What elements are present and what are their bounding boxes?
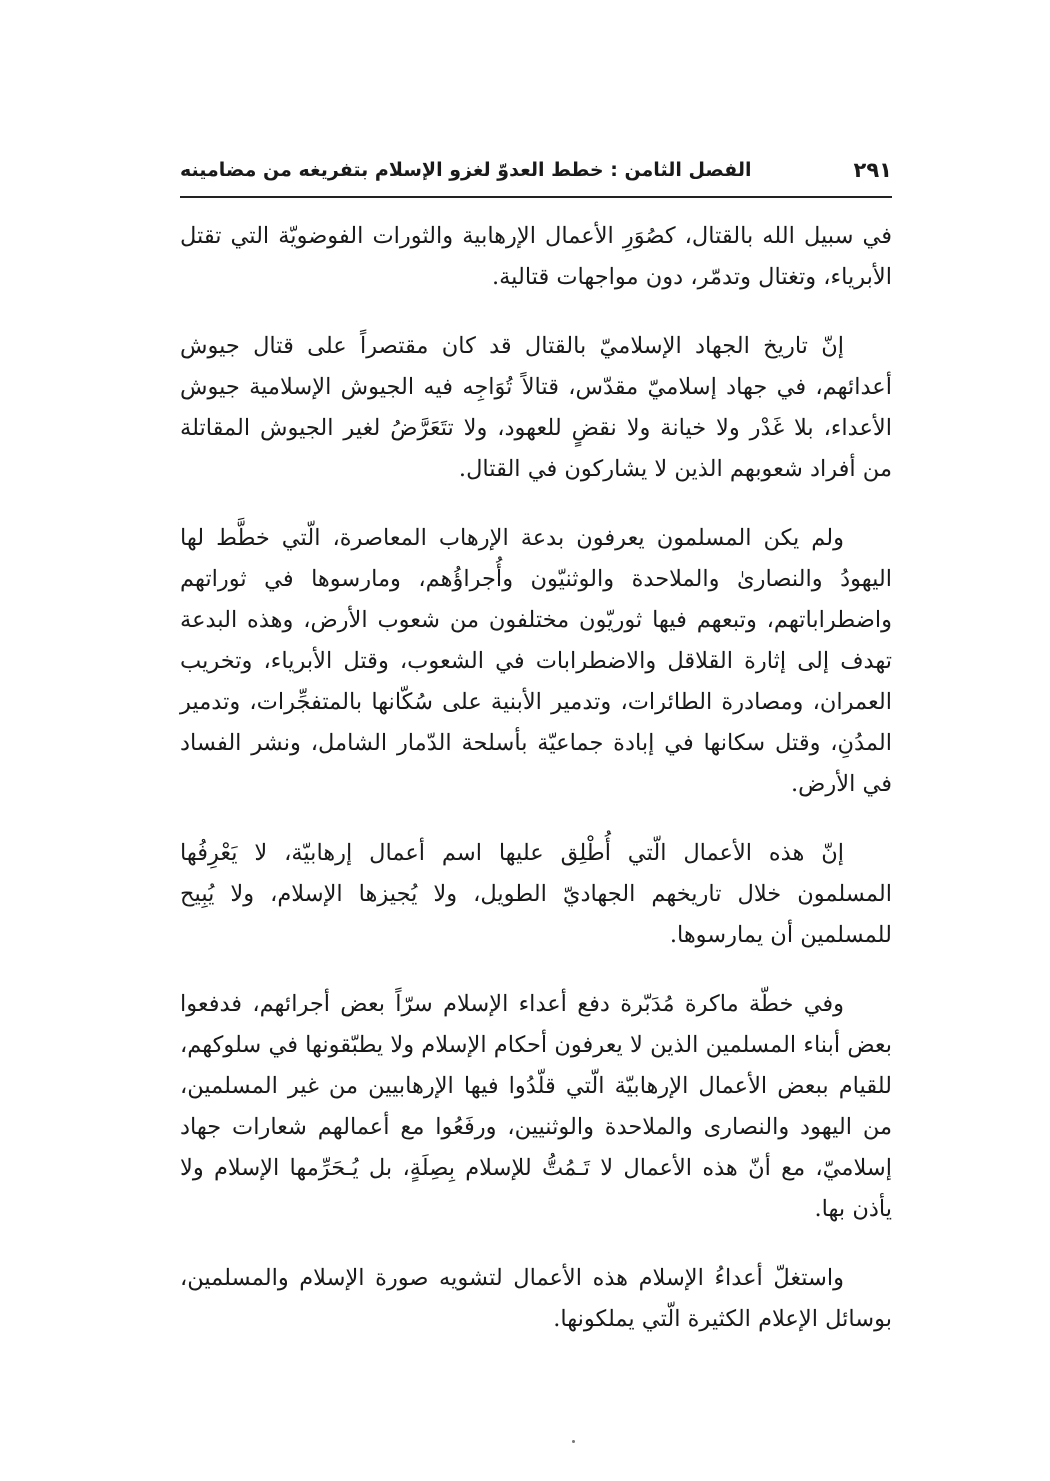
running-header — [180, 150, 892, 190]
paragraph-3: ولم يكن المسلمون يعرفون بدعة الإرهاب المعاصرة، الّتي خطَّط لها اليهودُ والنصارىٰ والملاحدة والوثنيّون وأُجراؤُهم، ومارسوها في ثوراتهم واضطراباتهم، وتبعهم فيها ثوريّون مختلفون من شعوب الأرض، وهذه البدعة تهدف إلى إثارة القلاقل والاضطرابات في الشعوب، وقتل الأبرياء، وتخريب العمران، ومصادرة الطائرات، وتدمير الأبنية على سُكّانها بالمتفجِّرات، وتدمير المدُنِ، وقتل سكانها في إبادة جماعيّة بأسلحة الدّمار الشامل، ونشر الفساد في الأرض. — [180, 525, 892, 797]
page-number: ٢٩١ — [853, 158, 892, 182]
paragraph-1: في سبيل الله بالقتال، كصُوَرِ الأعمال الإرهابية والثورات الفوضويّة التي تقتل الأبرياء، وتغتال وتدمّر، دون مواجهات قتالية. — [180, 223, 892, 290]
header-divider — [180, 196, 892, 198]
paragraph-5: وفي خطّة ماكرة مُدَبّرة دفع أعداء الإسلام سرّاً بعض أجرائهم، فدفعوا بعض أبناء المسلمين الذين لا يعرفون أحكام الإسلام ولا يطبّقونها في سلوكهم، للقيام ببعض الأعمال الإرهابيّة الّتي قلّدُوا فيها الإرهابيين من غير المسلمين، من اليهود والنصارى والملاحدة والوثنيين، ورفَعُوا مع أعمالهم شعارات جهاد إسلاميّ، مع أنّ هذه الأعمال لا تَـمُتُّ للإسلام بِصِلَةٍ، بل يُـحَرِّمها الإسلام ولا يأذن بها. — [180, 991, 892, 1222]
paragraph-4: إنّ هذه الأعمال الّتي أُطْلِق عليها اسم أعمال إرهابيّة، لا يَعْرِفُها المسلمون خلال تاريخهم الجهاديّ الطويل، ولا يُجيزها الإسلام، ولا يُبِيح للمسلمين أن يمارسوها. — [180, 840, 892, 948]
paragraph-2: إنّ تاريخ الجهاد الإسلاميّ بالقتال قد كان مقتصراً على قتال جيوش أعدائهم، في جهاد إسلاميّ مقدّس، قتالاً تُوَاجِه فيه الجيوش الإسلامية جيوش الأعداء، بلا غَدْر ولا خيانة ولا نقضٍ للعهود، ولا تتَعَرَّضُ لغير الجيوش المقاتلة من أفراد شعوبهم الذين لا يشاركون في القتال. — [180, 333, 892, 482]
chapter-title: الفصل الثامن : خطط العدوّ لغزو الإسلام بتفريغه من مضامينه — [180, 159, 752, 181]
body-text — [180, 216, 892, 1368]
paragraph-6: واستغلّ أعداءُ الإسلام هذه الأعمال لتشويه صورة الإسلام والمسلمين، بوسائل الإعلام الكثيرة الّتي يملكونها. — [180, 1265, 892, 1332]
scan-speck — [572, 1440, 575, 1443]
